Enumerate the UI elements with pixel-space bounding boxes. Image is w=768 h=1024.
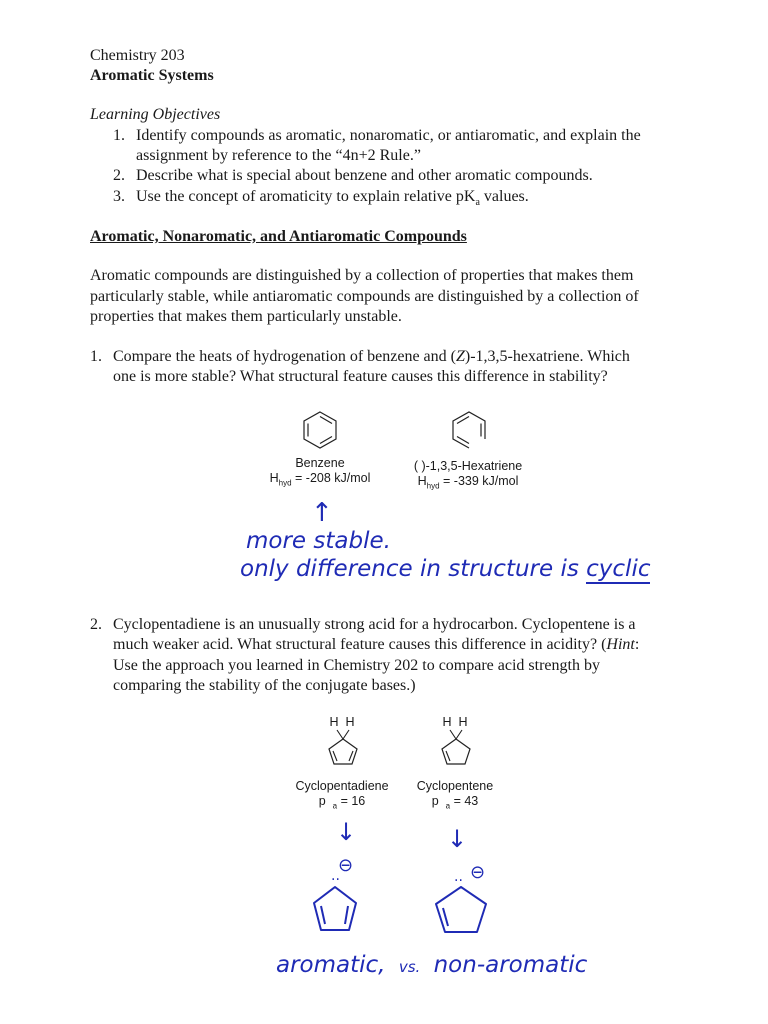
question-text-cont: comparing the stability of the conjugate bases.) (113, 677, 416, 694)
intro-line: particularly stable, while antiaromatic compounds are distinguished by a collection of (90, 287, 639, 305)
intro-paragraph (90, 266, 690, 328)
intro-line: Aromatic compounds are distinguished by a collection of properties that makes them (90, 267, 634, 284)
course-title: Chemistry 203 (90, 47, 185, 64)
objective-text: Use the concept of aromaticity to explain relative $pK_a$ values. (136, 188, 529, 209)
benzene-structure (302, 410, 338, 450)
objective-number: 2. (113, 167, 125, 184)
objectives-heading: Learning Objectives (90, 106, 221, 123)
question-text-cont: much weaker acid. What structural feature causes this difference in acidity? (Hint: (113, 636, 640, 653)
objective-text: Identify compounds as aromatic, nonaromatic, or antiaromatic, and explain the (136, 127, 641, 144)
hexatriene-structure (451, 410, 487, 450)
handwritten-cyclopentenyl-anion (433, 884, 489, 936)
benzene-label: Benzene $H_{hyd} = -208$ kJ/mol (269, 456, 371, 488)
cyclopentadiene-label: Cyclopentadiene p $_a$ = 16 (295, 779, 389, 811)
cyclopentadiene-structure (326, 730, 360, 766)
cyclopentene-structure (439, 730, 473, 766)
handwritten-cyclopentadienyl-anion (311, 884, 359, 934)
intro-line: properties that makes them particularly unstable. (90, 308, 402, 325)
question-text: Compare the heats of hydrogenation of benzene and (Z)-1,3,5-hexatriene. Which (113, 348, 630, 365)
handwritten-lone-pair-left: ·· (331, 872, 340, 888)
objective-number: 1. (113, 127, 125, 144)
cyclopentene-label: Cyclopentene p $_a$ = 43 (416, 779, 494, 811)
handwritten-note-aromatic: aromatic, vs. non-aromatic (276, 952, 588, 978)
handwritten-charge-left: ⊖ (338, 855, 354, 876)
question-number: 2. (90, 616, 102, 633)
handwritten-arrow-down-left: ↓ (336, 818, 357, 846)
handwritten-arrow-up: ↑ (311, 498, 333, 528)
question-text-cont: Use the approach you learned in Chemistry 202 to compare acid strength by (113, 657, 600, 674)
cyclopentene-hh: H H (442, 715, 468, 729)
hexatriene-label: ( )-1,3,5-Hexatriene $H_{hyd} = -339$ kJ/mol (413, 459, 523, 491)
handwritten-note-more-stable: more stable. (246, 528, 391, 554)
handwritten-lone-pair-right: ·· (454, 873, 463, 889)
handwritten-charge-right: ⊖ (470, 862, 486, 883)
question-text-cont: one is more stable? What structural feature causes this difference in stability? (113, 368, 608, 385)
objective-text-cont: assignment by reference to the “4n+2 Rule.” (136, 147, 421, 164)
page-title: Aromatic Systems (90, 67, 214, 84)
question-text: Cyclopentadiene is an unusually strong acid for a hydrocarbon. Cyclopentene is a (113, 616, 636, 633)
section-heading: Aromatic, Nonaromatic, and Antiaromatic Compounds (90, 228, 467, 245)
handwritten-arrow-down-right: ↓ (447, 825, 468, 853)
cyclopentadiene-hh: H H (329, 715, 355, 729)
question-number: 1. (90, 348, 102, 365)
objective-number: 3. (113, 188, 125, 205)
objective-text: Describe what is special about benzene and other aromatic compounds. (136, 167, 593, 184)
handwritten-note-cyclic: only difference in structure is cyclic (240, 556, 651, 582)
